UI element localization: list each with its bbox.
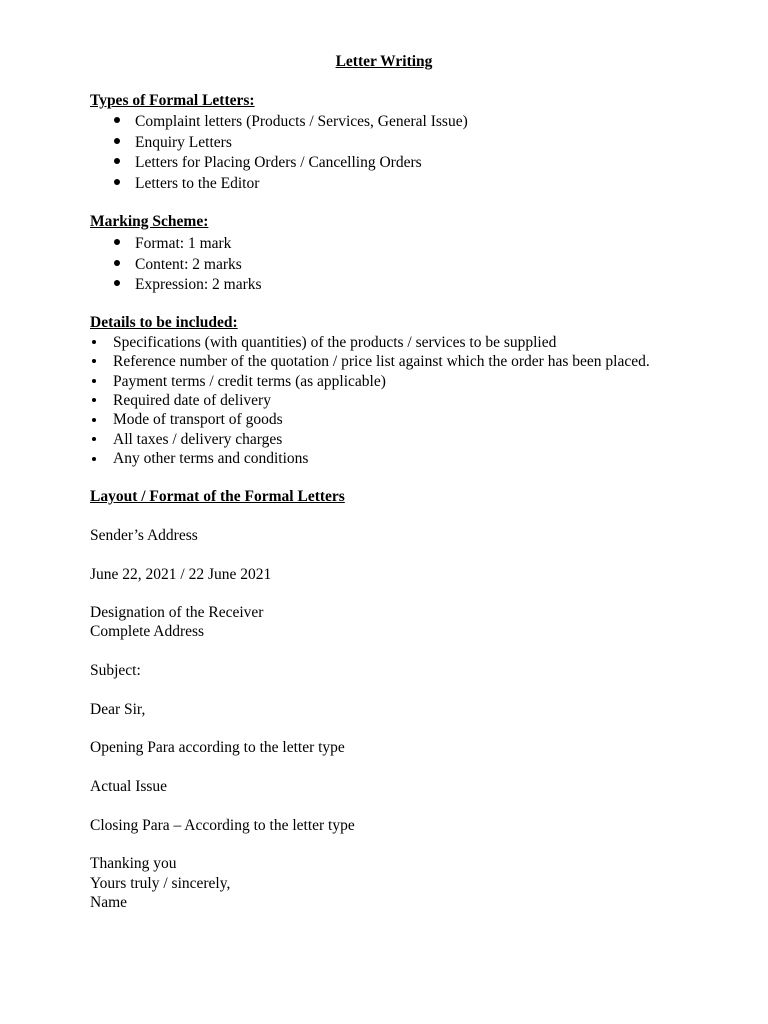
marking-item: Expression: 2 marks (135, 276, 262, 293)
details-item: Reference number of the quotation / price list against which the order has been placed. (113, 353, 650, 370)
details-item: All taxes / delivery charges (113, 431, 283, 448)
details-item: Payment terms / credit terms (as applicable) (113, 373, 386, 390)
marking-item: Content: 2 marks (135, 256, 242, 273)
bullet-icon (114, 280, 120, 286)
types-item: Complaint letters (Products / Services, General Issue) (135, 113, 468, 130)
types-item: Enquiry Letters (135, 134, 232, 151)
types-heading: Types of Formal Letters: (90, 92, 255, 109)
layout-heading: Layout / Format of the Formal Letters (90, 488, 345, 505)
complimentary-close: Yours truly / sincerely, (90, 875, 231, 892)
bullet-icon (114, 260, 120, 266)
bullet-icon (114, 158, 120, 164)
types-item: Letters to the Editor (135, 175, 260, 192)
senders-address: Sender’s Address (90, 527, 198, 544)
receiver-designation: Designation of the Receiver (90, 604, 264, 621)
bullet-icon (92, 340, 96, 344)
details-item: Specifications (with quantities) of the products / services to be supplied (113, 334, 557, 351)
marking-heading: Marking Scheme: (90, 213, 209, 230)
bullet-icon (92, 379, 96, 383)
details-item: Required date of delivery (113, 392, 271, 409)
bullet-icon (92, 437, 96, 441)
subject-line: Subject: (90, 662, 141, 679)
details-heading: Details to be included: (90, 314, 238, 331)
opening-para: Opening Para according to the letter type (90, 739, 345, 756)
salutation: Dear Sir, (90, 701, 146, 718)
closing-para: Closing Para – According to the letter type (90, 817, 355, 834)
bullet-icon (114, 138, 120, 144)
receiver-address: Complete Address (90, 623, 205, 640)
signature-name: Name (90, 894, 128, 911)
details-item: Mode of transport of goods (113, 411, 283, 428)
details-item: Any other terms and conditions (113, 450, 309, 467)
thanking-line: Thanking you (90, 855, 177, 872)
letter-date: June 22, 2021 / 22 June 2021 (90, 566, 272, 583)
bullet-icon (92, 457, 96, 461)
bullet-icon (92, 359, 96, 363)
types-item: Letters for Placing Orders / Cancelling Orders (135, 154, 422, 171)
actual-issue: Actual Issue (90, 778, 168, 795)
bullet-icon (114, 117, 120, 123)
bullet-icon (114, 179, 120, 185)
bullet-icon (92, 418, 96, 422)
page-title: Letter Writing (335, 53, 433, 70)
bullet-icon (114, 239, 120, 245)
marking-item: Format: 1 mark (135, 235, 232, 252)
bullet-icon (92, 398, 96, 402)
